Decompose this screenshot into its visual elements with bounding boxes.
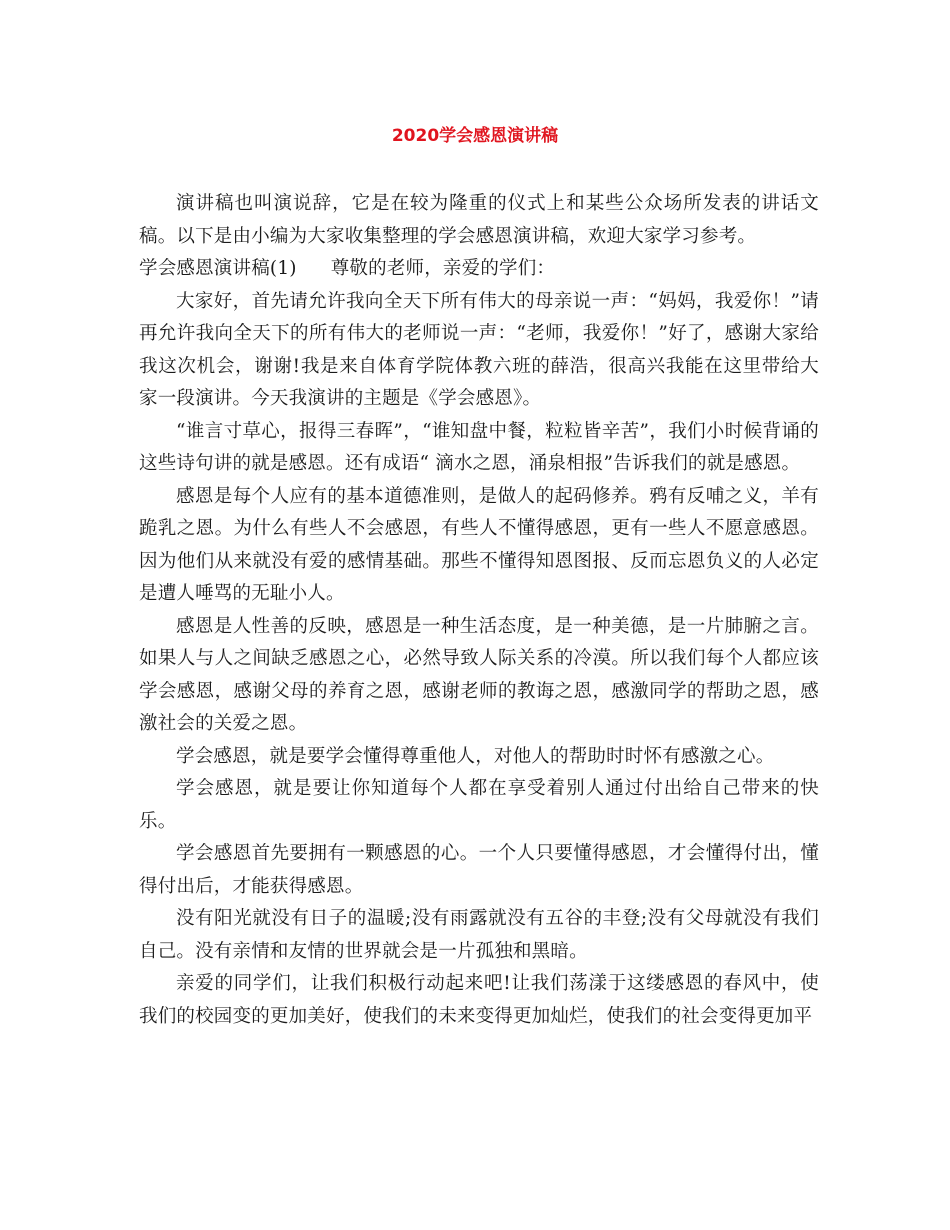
subtitle-line — [139, 253, 819, 286]
body-paragraph: 亲爱的同学们，让我们积极行动起来吧!让我们荡漾于这缕感恩的春风中，使我们的校园变的更加美好，使我们的未来变得更加灿烂，使我们的社会变得更加平 — [139, 973, 819, 1027]
speech-subtitle: 学会感恩演讲稿(1) — [139, 258, 297, 279]
body-paragraph: 感恩是人性善的反映，感恩是一种生活态度，是一种美德，是一片肺腑之言。如果人与人之间缺乏感恩之心，必然导致人际关系的冷漠。所以我们每个人都应该学会感恩，感谢父母的养育之恩，感谢老师的教诲之恩，感激同学的帮助之恩，感激社会的关爱之恩。 — [139, 615, 819, 734]
body-paragraph: 感恩是每个人应有的基本道德准则，是做人的起码修养。鸦有反哺之义，羊有跪乳之恩。为什么有些人不会感恩，有些人不懂得感恩，更有一些人不愿意感恩。因为他们从来就没有爱的感情基础。那些不懂得知恩图报、反而忘恩负义的人必定是遭人唾骂的无耻小人。 — [139, 485, 819, 604]
body-paragraph: 大家好，首先请允许我向全天下所有伟大的母亲说一声：“妈妈，我爱你！”请再允许我向全天下的所有伟大的老师说一声：“老师，我爱你！”好了，感谢大家给我这次机会，谢谢!我是来自体育学院体教六班的薛浩，很高兴我能在这里带给大家一段演讲。今天我演讲的主题是《学会感恩》。 — [139, 290, 819, 409]
body-paragraph: 没有阳光就没有日子的温暖;没有雨露就没有五谷的丰登;没有父母就没有我们自己。没有亲情和友情的世界就会是一片孤独和黑暗。 — [139, 908, 819, 962]
greeting: 尊敬的老师，亲爱的学们： — [330, 258, 556, 279]
body-paragraph: 学会感恩，就是要让你知道每个人都在享受着别人通过付出给自己带来的快乐。 — [139, 778, 819, 832]
document-title: 2020学会感恩演讲稿 — [391, 126, 559, 146]
body-paragraph: 学会感恩，就是要学会懂得尊重他人，对他人的帮助时时怀有感激之心。 — [176, 745, 775, 767]
body-paragraph: 学会感恩首先要拥有一颗感恩的心。一个人只要懂得感恩，才会懂得付出，懂得付出后，才能获得感恩。 — [139, 843, 819, 897]
body-paragraph: “谁言寸草心，报得三春晖”，“谁知盘中餐，粒粒皆辛苦”，我们小时候背诵的这些诗句讲的就是感恩。还有成语“ 滴水之恩，涌泉相报”告诉我们的就是感恩。 — [139, 420, 819, 474]
document-body — [139, 188, 819, 1033]
intro-paragraph: 演讲稿也叫演说辞，它是在较为隆重的仪式上和某些公众场所发表的讲话文稿。以下是由小编为大家收集整理的学会感恩演讲稿，欢迎大家学习参考。 — [139, 193, 819, 247]
